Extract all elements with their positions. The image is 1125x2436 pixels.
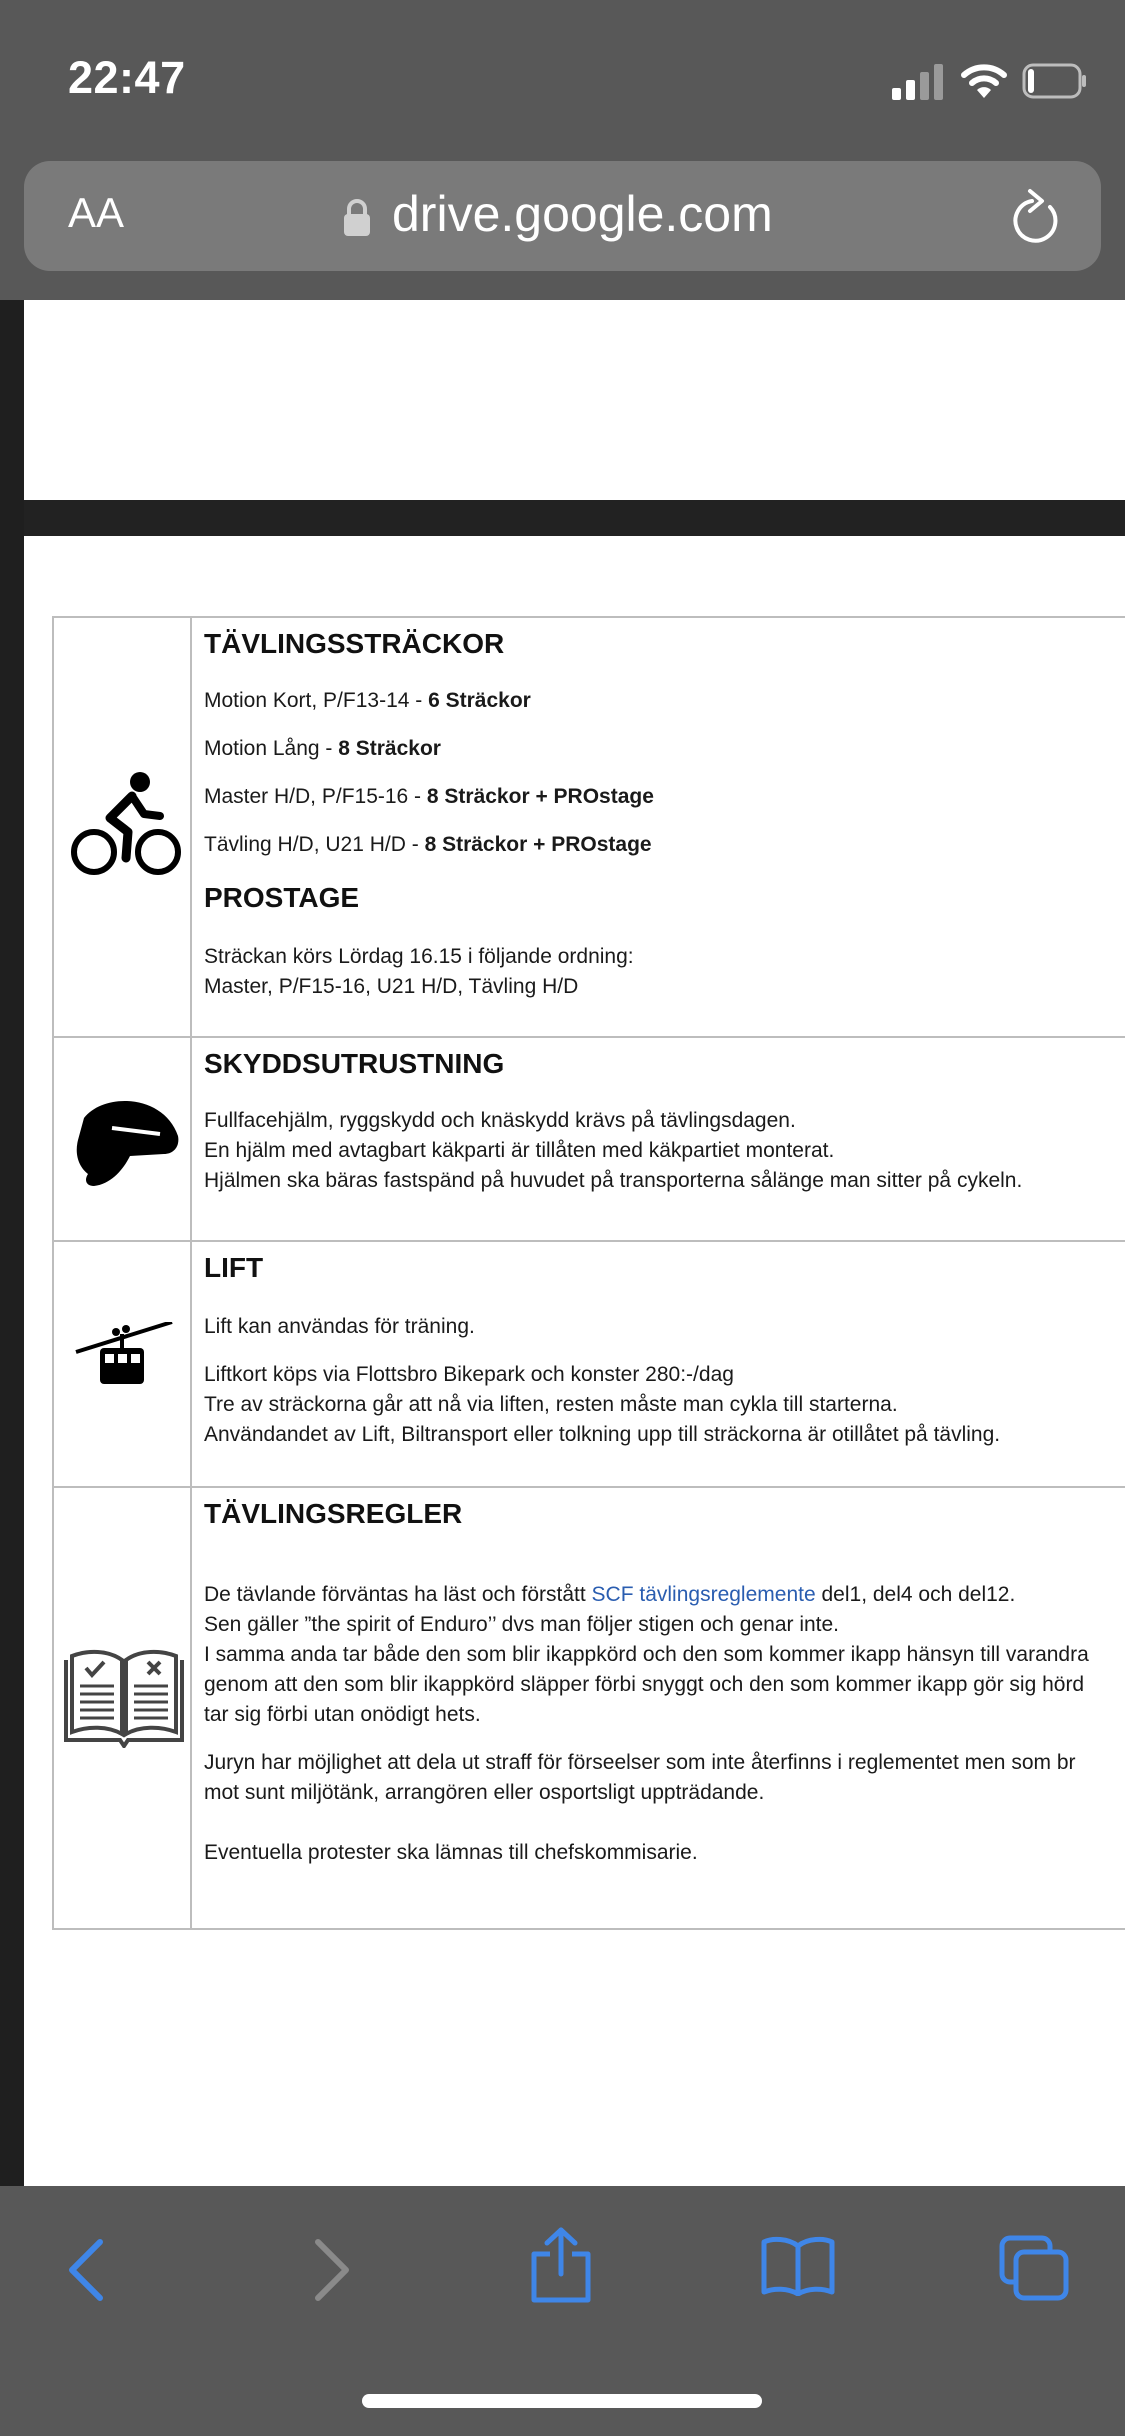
rules-line: De tävlande förväntas ha läst och förstått SCF tävlingsreglemente del1, del4 och del12. bbox=[204, 1583, 1016, 1606]
address-bar[interactable] bbox=[24, 161, 1101, 271]
table-row bbox=[52, 616, 1125, 1038]
lock-icon bbox=[342, 197, 372, 237]
battery-icon bbox=[1022, 62, 1088, 100]
reload-icon[interactable] bbox=[1008, 187, 1062, 245]
fullface-helmet-icon bbox=[64, 1088, 184, 1192]
rules-line: Sen gäller ”the spirit of Enduro’’ dvs man följer stigen och genar inte. bbox=[204, 1613, 840, 1636]
book-icon[interactable] bbox=[760, 2236, 836, 2296]
prostage-line: Master, P/F15-16, U21 H/D, Tävling H/D bbox=[204, 975, 579, 998]
route-line: Tävling H/D, U21 H/D - 8 Sträckor + PROstage bbox=[204, 833, 652, 856]
route-line: Motion Kort, P/F13-14 - 6 Sträckor bbox=[204, 689, 531, 712]
back-chevron-icon[interactable] bbox=[64, 2238, 112, 2302]
lift-line: Liftkort köps via Flottsbro Bikepark och konster 280:-/dag bbox=[204, 1363, 734, 1386]
section-heading: TÄVLINGSSTRÄCKOR bbox=[204, 628, 505, 659]
route-line: Master H/D, P/F15-16 - 8 Sträckor + PROstage bbox=[204, 785, 654, 808]
home-indicator[interactable] bbox=[362, 2394, 762, 2408]
prostage-line: Sträckan körs Lördag 16.15 i följande ordning: bbox=[204, 945, 634, 968]
forward-chevron-icon[interactable] bbox=[306, 2238, 354, 2302]
protection-line: Hjälmen ska bäras fastspänd på huvudet på transporterna sålänge man sitter på cykeln. bbox=[204, 1169, 1023, 1192]
section-heading: TÄVLINGSREGLER bbox=[204, 1498, 463, 1529]
status-time: 22:47 bbox=[68, 52, 186, 103]
route-line: Motion Lång - 8 Sträckor bbox=[204, 737, 441, 760]
rules-link[interactable]: SCF tävlingsreglemente bbox=[591, 1583, 816, 1606]
protection-line: En hjälm med avtagbart käkparti är tillåten med käkpartiet monterat. bbox=[204, 1139, 835, 1162]
wifi-icon bbox=[960, 62, 1008, 100]
rules-line: tar sig förbi utan onödigt hets. bbox=[204, 1703, 481, 1726]
rules-line: mot sunt miljötänk, arrangören eller osportsligt uppträdande. bbox=[204, 1781, 765, 1804]
status-bar bbox=[0, 0, 1125, 150]
url-domain[interactable]: drive.google.com bbox=[392, 186, 773, 242]
lift-line: Tre av sträckorna går att nå via liften, resten måste man cykla till starterna. bbox=[204, 1393, 898, 1416]
viewer-left-edge bbox=[0, 300, 24, 2186]
icon-cell bbox=[52, 618, 192, 1038]
table-row bbox=[52, 1240, 1125, 1488]
tabs-icon[interactable] bbox=[998, 2234, 1070, 2302]
document-table bbox=[52, 616, 1125, 1928]
rules-line: Eventuella protester ska lämnas till chefskommisarie. bbox=[204, 1841, 698, 1864]
icon-cell bbox=[52, 1488, 192, 1928]
lift-line: Användandet av Lift, Biltransport eller tolkning upp till sträckorna är otillåtet på tävling. bbox=[204, 1423, 1001, 1446]
protection-line: Fullfacehjälm, ryggskydd och knäskydd krävs på tävlingsdagen. bbox=[204, 1109, 796, 1132]
icon-cell bbox=[52, 1038, 192, 1242]
cable-car-icon bbox=[72, 1322, 176, 1402]
lift-line: Lift kan användas för träning. bbox=[204, 1315, 475, 1338]
share-icon[interactable] bbox=[528, 2226, 594, 2304]
cellular-signal-icon bbox=[892, 64, 944, 100]
icon-cell bbox=[52, 1242, 192, 1488]
text-size-button[interactable]: AA bbox=[68, 189, 125, 236]
rules-line: Juryn har möjlighet att dela ut straff för förseelser som inte återfinns i reglementet men som br bbox=[204, 1751, 1076, 1774]
section-heading: LIFT bbox=[204, 1252, 264, 1283]
page-separator bbox=[24, 500, 1125, 536]
rules-line: genom att den som blir ikappkörd släpper förbi snyggt och den som kommer ikapp gör sig hörd bbox=[204, 1673, 1085, 1696]
table-row bbox=[52, 1486, 1125, 1930]
document-viewer[interactable] bbox=[0, 300, 1125, 2186]
section-heading: SKYDDSUTRUSTNING bbox=[204, 1048, 505, 1079]
rules-line: I samma anda tar både den som blir ikappkörd och den som kommer ikapp hänsyn till varandra bbox=[204, 1643, 1089, 1666]
rule-book-icon bbox=[62, 1648, 186, 1748]
bicycle-rider-icon bbox=[70, 768, 182, 880]
table-row bbox=[52, 1036, 1125, 1242]
section-subheading: PROSTAGE bbox=[204, 882, 360, 913]
